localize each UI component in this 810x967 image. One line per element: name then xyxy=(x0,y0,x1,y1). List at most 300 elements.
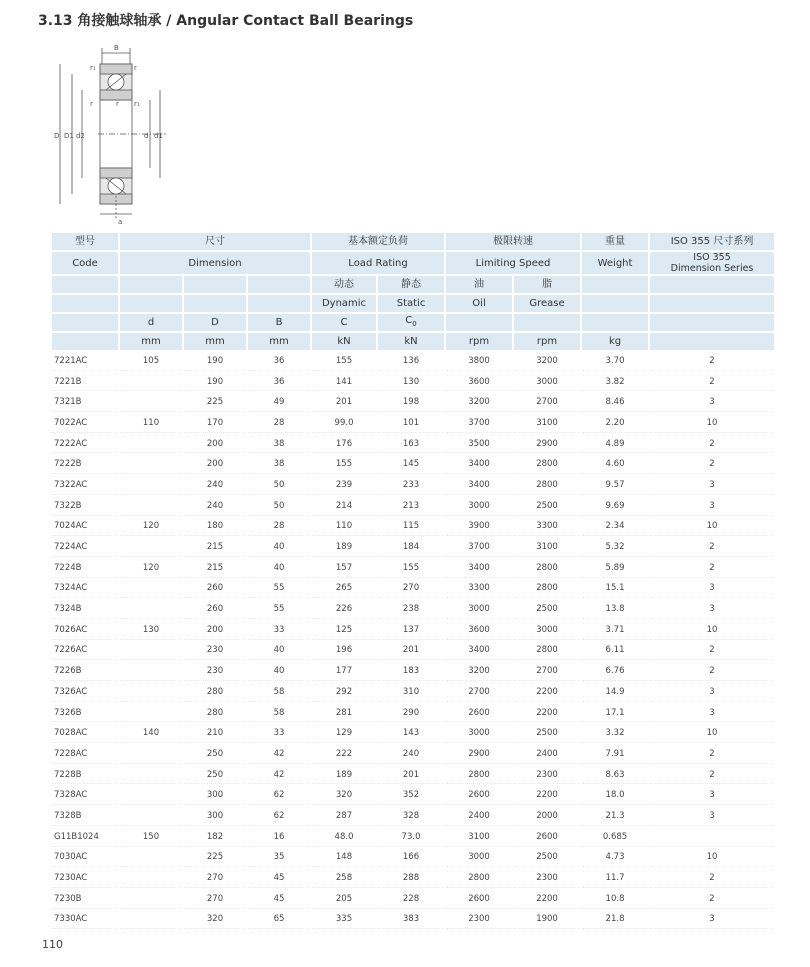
header-unit-C: kN xyxy=(312,333,376,350)
cell-oil-speed: 3700 xyxy=(446,538,512,557)
cell-grease-speed: 2500 xyxy=(514,497,580,516)
cell-d xyxy=(120,766,182,785)
cell-grease-speed: 2700 xyxy=(514,393,580,412)
cell-B: 40 xyxy=(248,538,310,557)
cell-weight: 8.46 xyxy=(582,393,648,412)
cell-B: 33 xyxy=(248,724,310,743)
cell-grease-speed: 2500 xyxy=(514,600,580,619)
cell-static-c0: 166 xyxy=(378,849,444,868)
header-unit-oil: rpm xyxy=(446,333,512,350)
cell-code: 7026AC xyxy=(52,621,118,640)
cell-D: 230 xyxy=(184,662,246,681)
cell-dynamic-c: 320 xyxy=(312,786,376,805)
cell-dynamic-c: 335 xyxy=(312,911,376,930)
cell-B: 33 xyxy=(248,621,310,640)
header-empty-cell xyxy=(120,295,182,312)
header-grease-en: Grease xyxy=(514,295,580,312)
table-row xyxy=(52,828,774,847)
cell-weight: 17.1 xyxy=(582,704,648,723)
cell-d xyxy=(120,683,182,702)
header-dimension-cn: 尺寸 xyxy=(120,233,310,250)
cell-weight: 18.0 xyxy=(582,786,648,805)
header-symbol-B: B xyxy=(248,314,310,331)
table-row xyxy=(52,704,774,723)
header-empty-cell xyxy=(650,295,774,312)
cell-grease-speed: 2400 xyxy=(514,745,580,764)
cell-iso-series: 3 xyxy=(650,393,774,412)
cell-oil-speed: 3000 xyxy=(446,724,512,743)
cell-weight: 2.20 xyxy=(582,414,648,433)
table-row xyxy=(52,642,774,661)
cell-code: 7022AC xyxy=(52,414,118,433)
cell-d xyxy=(120,580,182,599)
cell-grease-speed: 2800 xyxy=(514,476,580,495)
diagram-label-r1-lower: r₁ xyxy=(134,100,140,108)
cell-oil-speed: 2700 xyxy=(446,683,512,702)
cell-D: 280 xyxy=(184,683,246,702)
header-grease-cn: 脂 xyxy=(514,276,580,293)
cell-static-c0: 383 xyxy=(378,911,444,930)
cell-d xyxy=(120,435,182,454)
cell-grease-speed: 2500 xyxy=(514,724,580,743)
diagram-label-r: r xyxy=(134,64,137,72)
cell-dynamic-c: 177 xyxy=(312,662,376,681)
cell-weight: 14.9 xyxy=(582,683,648,702)
cell-D: 230 xyxy=(184,642,246,661)
cell-D: 210 xyxy=(184,724,246,743)
cell-iso-series: 2 xyxy=(650,559,774,578)
cell-static-c0: 137 xyxy=(378,621,444,640)
cell-D: 215 xyxy=(184,538,246,557)
cell-B: 42 xyxy=(248,745,310,764)
cell-D: 320 xyxy=(184,911,246,930)
cell-oil-speed: 3700 xyxy=(446,414,512,433)
cell-D: 225 xyxy=(184,849,246,868)
cell-D: 240 xyxy=(184,476,246,495)
table-row xyxy=(52,559,774,578)
diagram-label-d-outer: D xyxy=(54,132,60,140)
cell-B: 55 xyxy=(248,600,310,619)
cell-d: 120 xyxy=(120,559,182,578)
table-row xyxy=(52,518,774,537)
header-empty-cell xyxy=(514,314,580,331)
cell-dynamic-c: 281 xyxy=(312,704,376,723)
cell-oil-speed: 2900 xyxy=(446,745,512,764)
cell-D: 270 xyxy=(184,890,246,909)
cell-B: 65 xyxy=(248,911,310,930)
cell-weight: 5.89 xyxy=(582,559,648,578)
cell-oil-speed: 3000 xyxy=(446,849,512,868)
table-row xyxy=(52,662,774,681)
cell-iso-series: 2 xyxy=(650,538,774,557)
cell-static-c0: 201 xyxy=(378,766,444,785)
cell-oil-speed: 3400 xyxy=(446,455,512,474)
bearing-spec-table-wrapper xyxy=(52,231,766,931)
cell-dynamic-c: 157 xyxy=(312,559,376,578)
table-row xyxy=(52,621,774,640)
cell-grease-speed: 3000 xyxy=(514,621,580,640)
cell-D: 300 xyxy=(184,807,246,826)
cell-code: 7230AC xyxy=(52,869,118,888)
header-symbol-D: D xyxy=(184,314,246,331)
cell-oil-speed: 2600 xyxy=(446,786,512,805)
cell-d xyxy=(120,393,182,412)
header-empty-cell xyxy=(650,333,774,350)
cell-d xyxy=(120,642,182,661)
cell-d xyxy=(120,911,182,930)
cell-d xyxy=(120,662,182,681)
cell-weight: 9.69 xyxy=(582,497,648,516)
cell-dynamic-c: 222 xyxy=(312,745,376,764)
header-empty-cell xyxy=(650,314,774,331)
cell-B: 50 xyxy=(248,497,310,516)
cell-iso-series: 3 xyxy=(650,704,774,723)
cell-weight: 10.8 xyxy=(582,890,648,909)
cell-D: 190 xyxy=(184,373,246,392)
cell-grease-speed: 2200 xyxy=(514,683,580,702)
cell-B: 50 xyxy=(248,476,310,495)
cell-iso-series: 3 xyxy=(650,786,774,805)
cell-B: 16 xyxy=(248,828,310,847)
bearing-cross-section-diagram xyxy=(50,38,170,228)
cell-d xyxy=(120,600,182,619)
cell-D: 200 xyxy=(184,621,246,640)
cell-static-c0: 155 xyxy=(378,559,444,578)
cell-d xyxy=(120,538,182,557)
header-dimension-en: Dimension xyxy=(120,252,310,274)
cell-code: 7222B xyxy=(52,455,118,474)
diagram-label-a: a xyxy=(118,218,123,226)
table-body xyxy=(52,352,774,929)
cell-weight: 21.8 xyxy=(582,911,648,930)
cell-code: 7030AC xyxy=(52,849,118,868)
cell-weight: 2.34 xyxy=(582,518,648,537)
table-row xyxy=(52,683,774,702)
cell-B: 40 xyxy=(248,642,310,661)
cell-weight: 5.32 xyxy=(582,538,648,557)
table-row xyxy=(52,869,774,888)
header-empty-cell xyxy=(52,314,118,331)
cell-code: 7326B xyxy=(52,704,118,723)
header-empty-cell xyxy=(650,276,774,293)
header-iso-en: ISO 355 Dimension Series xyxy=(650,252,774,274)
cell-iso-series: 3 xyxy=(650,807,774,826)
cell-B: 62 xyxy=(248,786,310,805)
cell-weight: 4.89 xyxy=(582,435,648,454)
cell-B: 28 xyxy=(248,518,310,537)
table-row xyxy=(52,724,774,743)
cell-iso-series: 10 xyxy=(650,621,774,640)
cell-d xyxy=(120,849,182,868)
table-row xyxy=(52,849,774,868)
cell-d: 110 xyxy=(120,414,182,433)
table-row xyxy=(52,600,774,619)
cell-code: 7321B xyxy=(52,393,118,412)
cell-oil-speed: 3900 xyxy=(446,518,512,537)
header-symbol-C: C xyxy=(312,314,376,331)
cell-grease-speed: 2800 xyxy=(514,455,580,474)
table-row xyxy=(52,414,774,433)
header-symbol-d: d xyxy=(120,314,182,331)
cell-iso-series: 2 xyxy=(650,766,774,785)
header-unit-grease: rpm xyxy=(514,333,580,350)
cell-weight: 3.82 xyxy=(582,373,648,392)
cell-code: 7322AC xyxy=(52,476,118,495)
cell-static-c0: 130 xyxy=(378,373,444,392)
diagram-label-r-lower: r xyxy=(90,100,93,108)
table-row xyxy=(52,890,774,909)
cell-weight: 3.70 xyxy=(582,352,648,371)
cell-weight: 21.3 xyxy=(582,807,648,826)
diagram-label-b: B xyxy=(114,44,119,52)
cell-oil-speed: 3600 xyxy=(446,621,512,640)
diagram-label-d2: d2 xyxy=(76,132,85,140)
header-empty-cell xyxy=(446,314,512,331)
header-empty-cell xyxy=(184,295,246,312)
cell-iso-series: 3 xyxy=(650,600,774,619)
cell-oil-speed: 3400 xyxy=(446,476,512,495)
cell-B: 58 xyxy=(248,683,310,702)
cell-iso-series: 2 xyxy=(650,662,774,681)
cell-code: 7324B xyxy=(52,600,118,619)
cell-grease-speed: 2200 xyxy=(514,786,580,805)
cell-iso-series: 2 xyxy=(650,455,774,474)
cell-D: 250 xyxy=(184,745,246,764)
cell-d xyxy=(120,807,182,826)
cell-iso-series: 2 xyxy=(650,435,774,454)
diagram-label-d1: d1 xyxy=(154,132,163,140)
header-load-rating-en: Load Rating xyxy=(312,252,444,274)
cell-d xyxy=(120,745,182,764)
cell-dynamic-c: 214 xyxy=(312,497,376,516)
cell-static-c0: 163 xyxy=(378,435,444,454)
cell-dynamic-c: 205 xyxy=(312,890,376,909)
cell-static-c0: 73.0 xyxy=(378,828,444,847)
header-static-en: Static xyxy=(378,295,444,312)
cell-code: 7228AC xyxy=(52,745,118,764)
cell-dynamic-c: 125 xyxy=(312,621,376,640)
header-empty-cell xyxy=(248,276,310,293)
table-row xyxy=(52,745,774,764)
table-row xyxy=(52,538,774,557)
cell-oil-speed: 2800 xyxy=(446,869,512,888)
cell-B: 40 xyxy=(248,662,310,681)
cell-static-c0: 183 xyxy=(378,662,444,681)
header-symbol-C0: $C_0$ xyxy=(378,314,444,331)
cell-B: 58 xyxy=(248,704,310,723)
cell-d xyxy=(120,890,182,909)
cell-weight: 6.76 xyxy=(582,662,648,681)
cell-D: 200 xyxy=(184,435,246,454)
cell-D: 280 xyxy=(184,704,246,723)
cell-B: 36 xyxy=(248,352,310,371)
cell-grease-speed: 2800 xyxy=(514,580,580,599)
cell-grease-speed: 2300 xyxy=(514,869,580,888)
cell-d: 140 xyxy=(120,724,182,743)
cell-d xyxy=(120,497,182,516)
cell-static-c0: 213 xyxy=(378,497,444,516)
header-empty-cell xyxy=(52,295,118,312)
cell-static-c0: 136 xyxy=(378,352,444,371)
cell-dynamic-c: 129 xyxy=(312,724,376,743)
cell-oil-speed: 3000 xyxy=(446,497,512,516)
cell-weight: 9.57 xyxy=(582,476,648,495)
cell-d xyxy=(120,373,182,392)
cell-dynamic-c: 155 xyxy=(312,352,376,371)
cell-B: 36 xyxy=(248,373,310,392)
cell-iso-series: 2 xyxy=(650,745,774,764)
cell-oil-speed: 3400 xyxy=(446,642,512,661)
cell-code: 7228B xyxy=(52,766,118,785)
cell-weight: 3.71 xyxy=(582,621,648,640)
cell-oil-speed: 2600 xyxy=(446,890,512,909)
cell-D: 200 xyxy=(184,455,246,474)
cell-d xyxy=(120,455,182,474)
table-row xyxy=(52,911,774,930)
cell-iso-series: 10 xyxy=(650,849,774,868)
cell-oil-speed: 3200 xyxy=(446,662,512,681)
cell-weight: 13.8 xyxy=(582,600,648,619)
cell-weight: 0.685 xyxy=(582,828,648,847)
cell-dynamic-c: 189 xyxy=(312,766,376,785)
cell-B: 40 xyxy=(248,559,310,578)
cell-code: G11B1024 xyxy=(52,828,118,847)
cell-dynamic-c: 258 xyxy=(312,869,376,888)
header-oil-cn: 油 xyxy=(446,276,512,293)
page-number: 110 xyxy=(42,938,63,951)
cell-static-c0: 328 xyxy=(378,807,444,826)
cell-D: 240 xyxy=(184,497,246,516)
cell-oil-speed: 3500 xyxy=(446,435,512,454)
cell-D: 215 xyxy=(184,559,246,578)
cell-dynamic-c: 201 xyxy=(312,393,376,412)
cell-oil-speed: 3000 xyxy=(446,600,512,619)
cell-grease-speed: 2500 xyxy=(514,849,580,868)
cell-D: 170 xyxy=(184,414,246,433)
cell-weight: 3.32 xyxy=(582,724,648,743)
cell-code: 7330AC xyxy=(52,911,118,930)
cell-grease-speed: 3300 xyxy=(514,518,580,537)
cell-D: 250 xyxy=(184,766,246,785)
cell-grease-speed: 3000 xyxy=(514,373,580,392)
cell-static-c0: 233 xyxy=(378,476,444,495)
cell-code: 7226B xyxy=(52,662,118,681)
cell-oil-speed: 3600 xyxy=(446,373,512,392)
cell-dynamic-c: 196 xyxy=(312,642,376,661)
cell-static-c0: 143 xyxy=(378,724,444,743)
header-static-cn: 静态 xyxy=(378,276,444,293)
table-row xyxy=(52,352,774,371)
cell-dynamic-c: 226 xyxy=(312,600,376,619)
table-row xyxy=(52,807,774,826)
cell-static-c0: 288 xyxy=(378,869,444,888)
diagram-label-d: d xyxy=(144,132,149,140)
header-unit-B: mm xyxy=(248,333,310,350)
cell-oil-speed: 2300 xyxy=(446,911,512,930)
cell-static-c0: 201 xyxy=(378,642,444,661)
cell-B: 42 xyxy=(248,766,310,785)
table-row xyxy=(52,476,774,495)
cell-dynamic-c: 155 xyxy=(312,455,376,474)
cell-D: 260 xyxy=(184,580,246,599)
cell-B: 45 xyxy=(248,890,310,909)
header-limiting-speed-en: Limiting Speed xyxy=(446,252,580,274)
table-row xyxy=(52,393,774,412)
cell-code: 7222AC xyxy=(52,435,118,454)
cell-code: 7024AC xyxy=(52,518,118,537)
cell-d: 150 xyxy=(120,828,182,847)
cell-dynamic-c: 239 xyxy=(312,476,376,495)
cell-dynamic-c: 141 xyxy=(312,373,376,392)
cell-D: 270 xyxy=(184,869,246,888)
cell-iso-series: 10 xyxy=(650,518,774,537)
cell-oil-speed: 2400 xyxy=(446,807,512,826)
cell-grease-speed: 2000 xyxy=(514,807,580,826)
diagram-label-r-mid: r xyxy=(116,100,119,108)
cell-dynamic-c: 189 xyxy=(312,538,376,557)
cell-d xyxy=(120,786,182,805)
cell-grease-speed: 1900 xyxy=(514,911,580,930)
cell-weight: 7.91 xyxy=(582,745,648,764)
cell-D: 180 xyxy=(184,518,246,537)
cell-B: 35 xyxy=(248,849,310,868)
bearing-spec-table xyxy=(50,231,776,931)
cell-iso-series: 2 xyxy=(650,642,774,661)
header-limiting-speed-cn: 极限转速 xyxy=(446,233,580,250)
cell-B: 38 xyxy=(248,435,310,454)
cell-dynamic-c: 287 xyxy=(312,807,376,826)
header-empty-cell xyxy=(248,295,310,312)
cell-weight: 4.73 xyxy=(582,849,648,868)
cell-d: 105 xyxy=(120,352,182,371)
cell-grease-speed: 2700 xyxy=(514,662,580,681)
cell-grease-speed: 2800 xyxy=(514,642,580,661)
table-row xyxy=(52,580,774,599)
cell-oil-speed: 3200 xyxy=(446,393,512,412)
header-empty-cell xyxy=(52,333,118,350)
page-title: 3.13 角接触球轴承 / Angular Contact Ball Bearings xyxy=(38,13,414,29)
header-unit-D: mm xyxy=(184,333,246,350)
cell-code: 7221AC xyxy=(52,352,118,371)
cell-d: 130 xyxy=(120,621,182,640)
cell-oil-speed: 2600 xyxy=(446,704,512,723)
cell-code: 7328B xyxy=(52,807,118,826)
cell-D: 225 xyxy=(184,393,246,412)
cell-code: 7326AC xyxy=(52,683,118,702)
cell-code: 7224B xyxy=(52,559,118,578)
cell-static-c0: 184 xyxy=(378,538,444,557)
cell-iso-series: 2 xyxy=(650,890,774,909)
table-row xyxy=(52,435,774,454)
cell-oil-speed: 3400 xyxy=(446,559,512,578)
header-empty-cell xyxy=(52,276,118,293)
cell-weight: 15.1 xyxy=(582,580,648,599)
cell-iso-series: 3 xyxy=(650,580,774,599)
cell-oil-speed: 2800 xyxy=(446,766,512,785)
cell-B: 62 xyxy=(248,807,310,826)
cell-B: 45 xyxy=(248,869,310,888)
cell-code: 7230B xyxy=(52,890,118,909)
cell-code: 7224AC xyxy=(52,538,118,557)
cell-grease-speed: 2900 xyxy=(514,435,580,454)
cell-iso-series: 3 xyxy=(650,497,774,516)
header-code-en: Code xyxy=(52,252,118,274)
cell-static-c0: 238 xyxy=(378,600,444,619)
header-unit-C0: kN xyxy=(378,333,444,350)
cell-static-c0: 115 xyxy=(378,518,444,537)
cell-B: 38 xyxy=(248,455,310,474)
table-row xyxy=(52,373,774,392)
